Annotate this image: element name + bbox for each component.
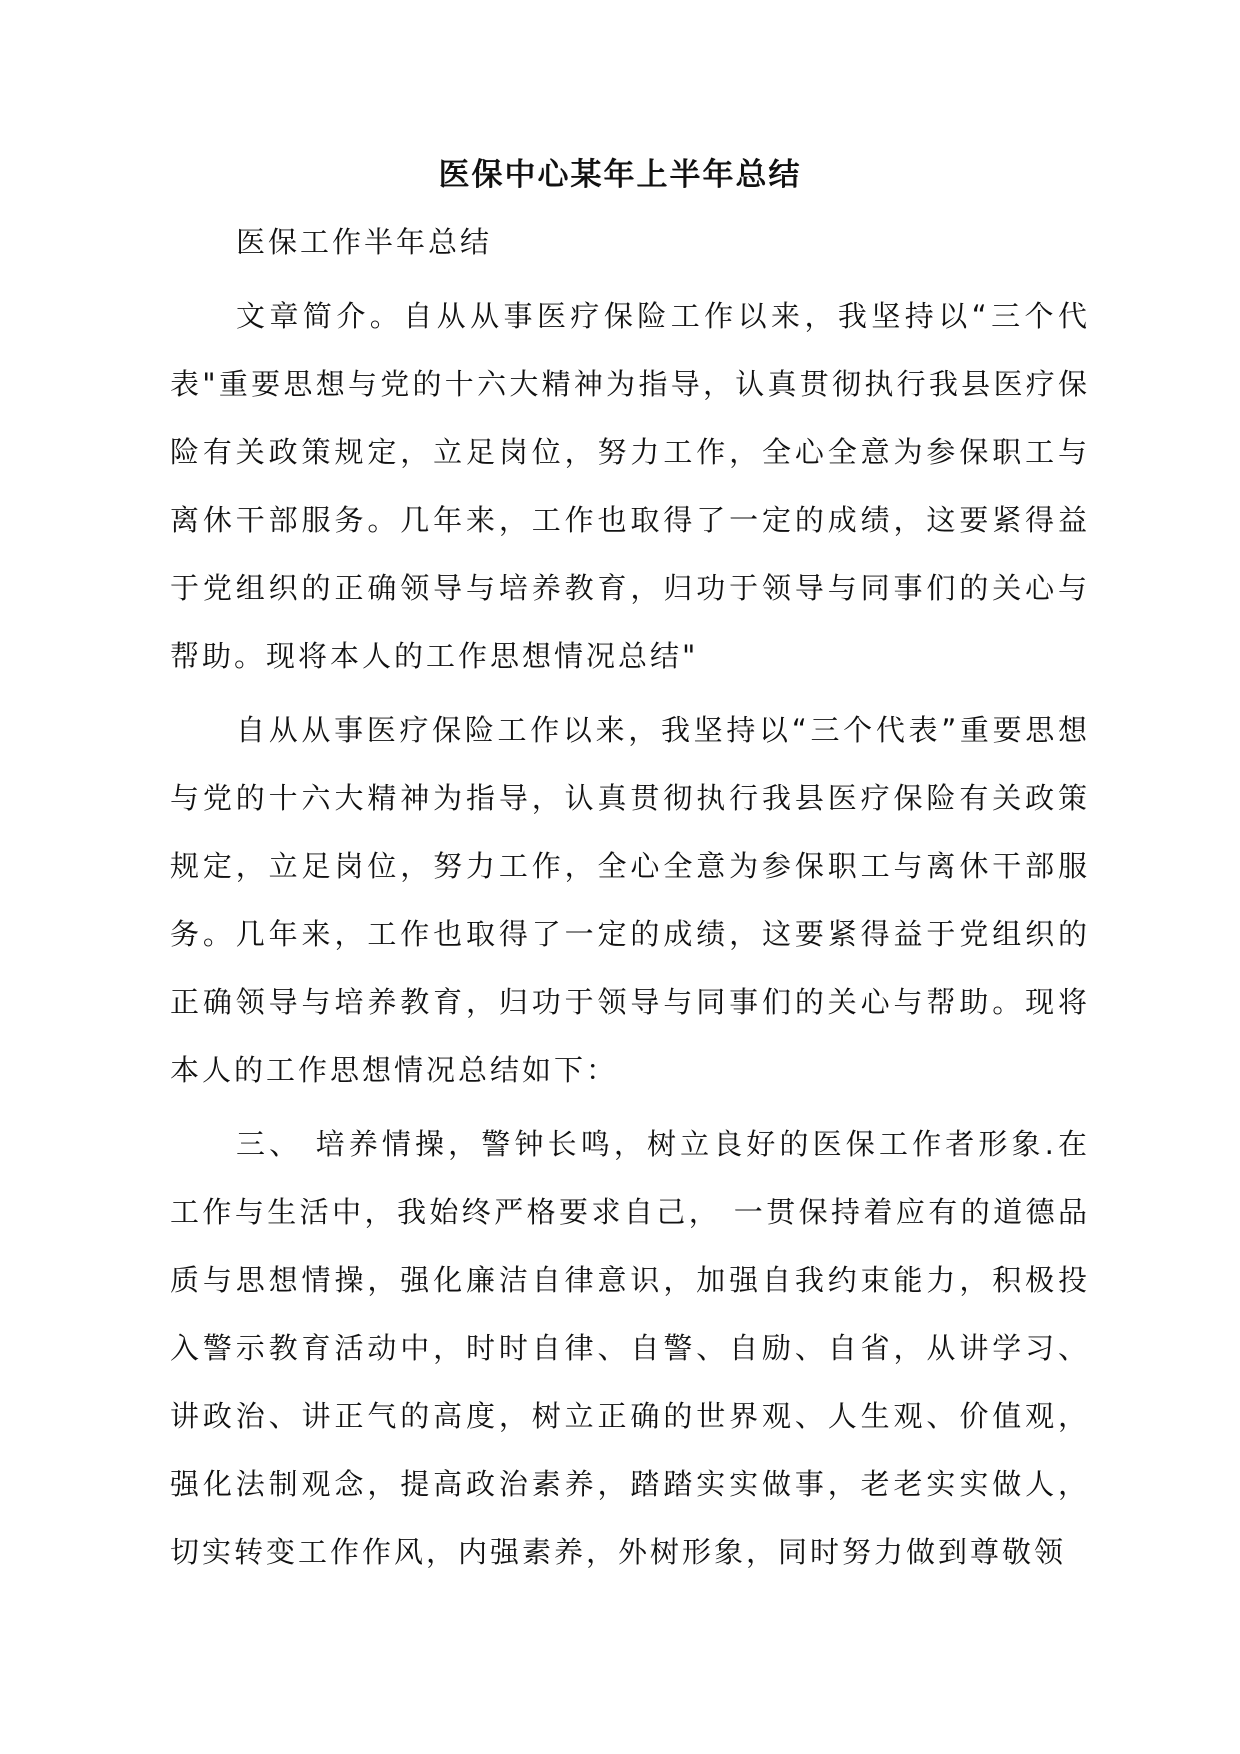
document-subtitle: 医保工作半年总结 — [236, 225, 493, 259]
paragraph-intro: 文章简介。自从从事医疗保险工作以来，我坚持以“三个代表"重要思想与党的十六大精神为指导，认真贯彻执行我县医疗保险有关政策规定，立足岗位，努力工作，全心全意为参保职工与离休干部服务。几年来，工作也取得了一定的成绩，这要紧得益于党组织的正确领导与培养教育，归功于领导与同事们的关心与帮助。现将本人的工作思想情况总结" — [170, 299, 1090, 673]
paragraph-section-three: 三、 培养情操，警钟长鸣，树立良好的医保工作者形象.在工作与生活中，我始终严格要求自己， 一贯保持着应有的道德品质与思想情操，强化廉洁自律意识，加强自我约束能力，积极投入警示教育活动中，时时自律、自警、自励、自省，从讲学习、讲政治、讲正气的高度，树立正确的世界观、人生观、价值观，强化法制观念，提高政治素养，踏踏实实做事，老老实实做人，切实转变工作作风，内强素养，外树形象，同时努力做到尊敬领 — [170, 1127, 1090, 1569]
document-title: 医保中心某年上半年总结 — [438, 157, 802, 193]
paragraph-main: 自从从事医疗保险工作以来，我坚持以“三个代表”重要思想与党的十六大精神为指导，认真贯彻执行我县医疗保险有关政策规定，立足岗位，努力工作，全心全意为参保职工与离休干部服务。几年来，工作也取得了一定的成绩，这要紧得益于党组织的正确领导与培养教育，归功于领导与同事们的关心与帮助。现将本人的工作思想情况总结如下： — [170, 713, 1090, 1087]
document-body — [170, 208, 1090, 1586]
